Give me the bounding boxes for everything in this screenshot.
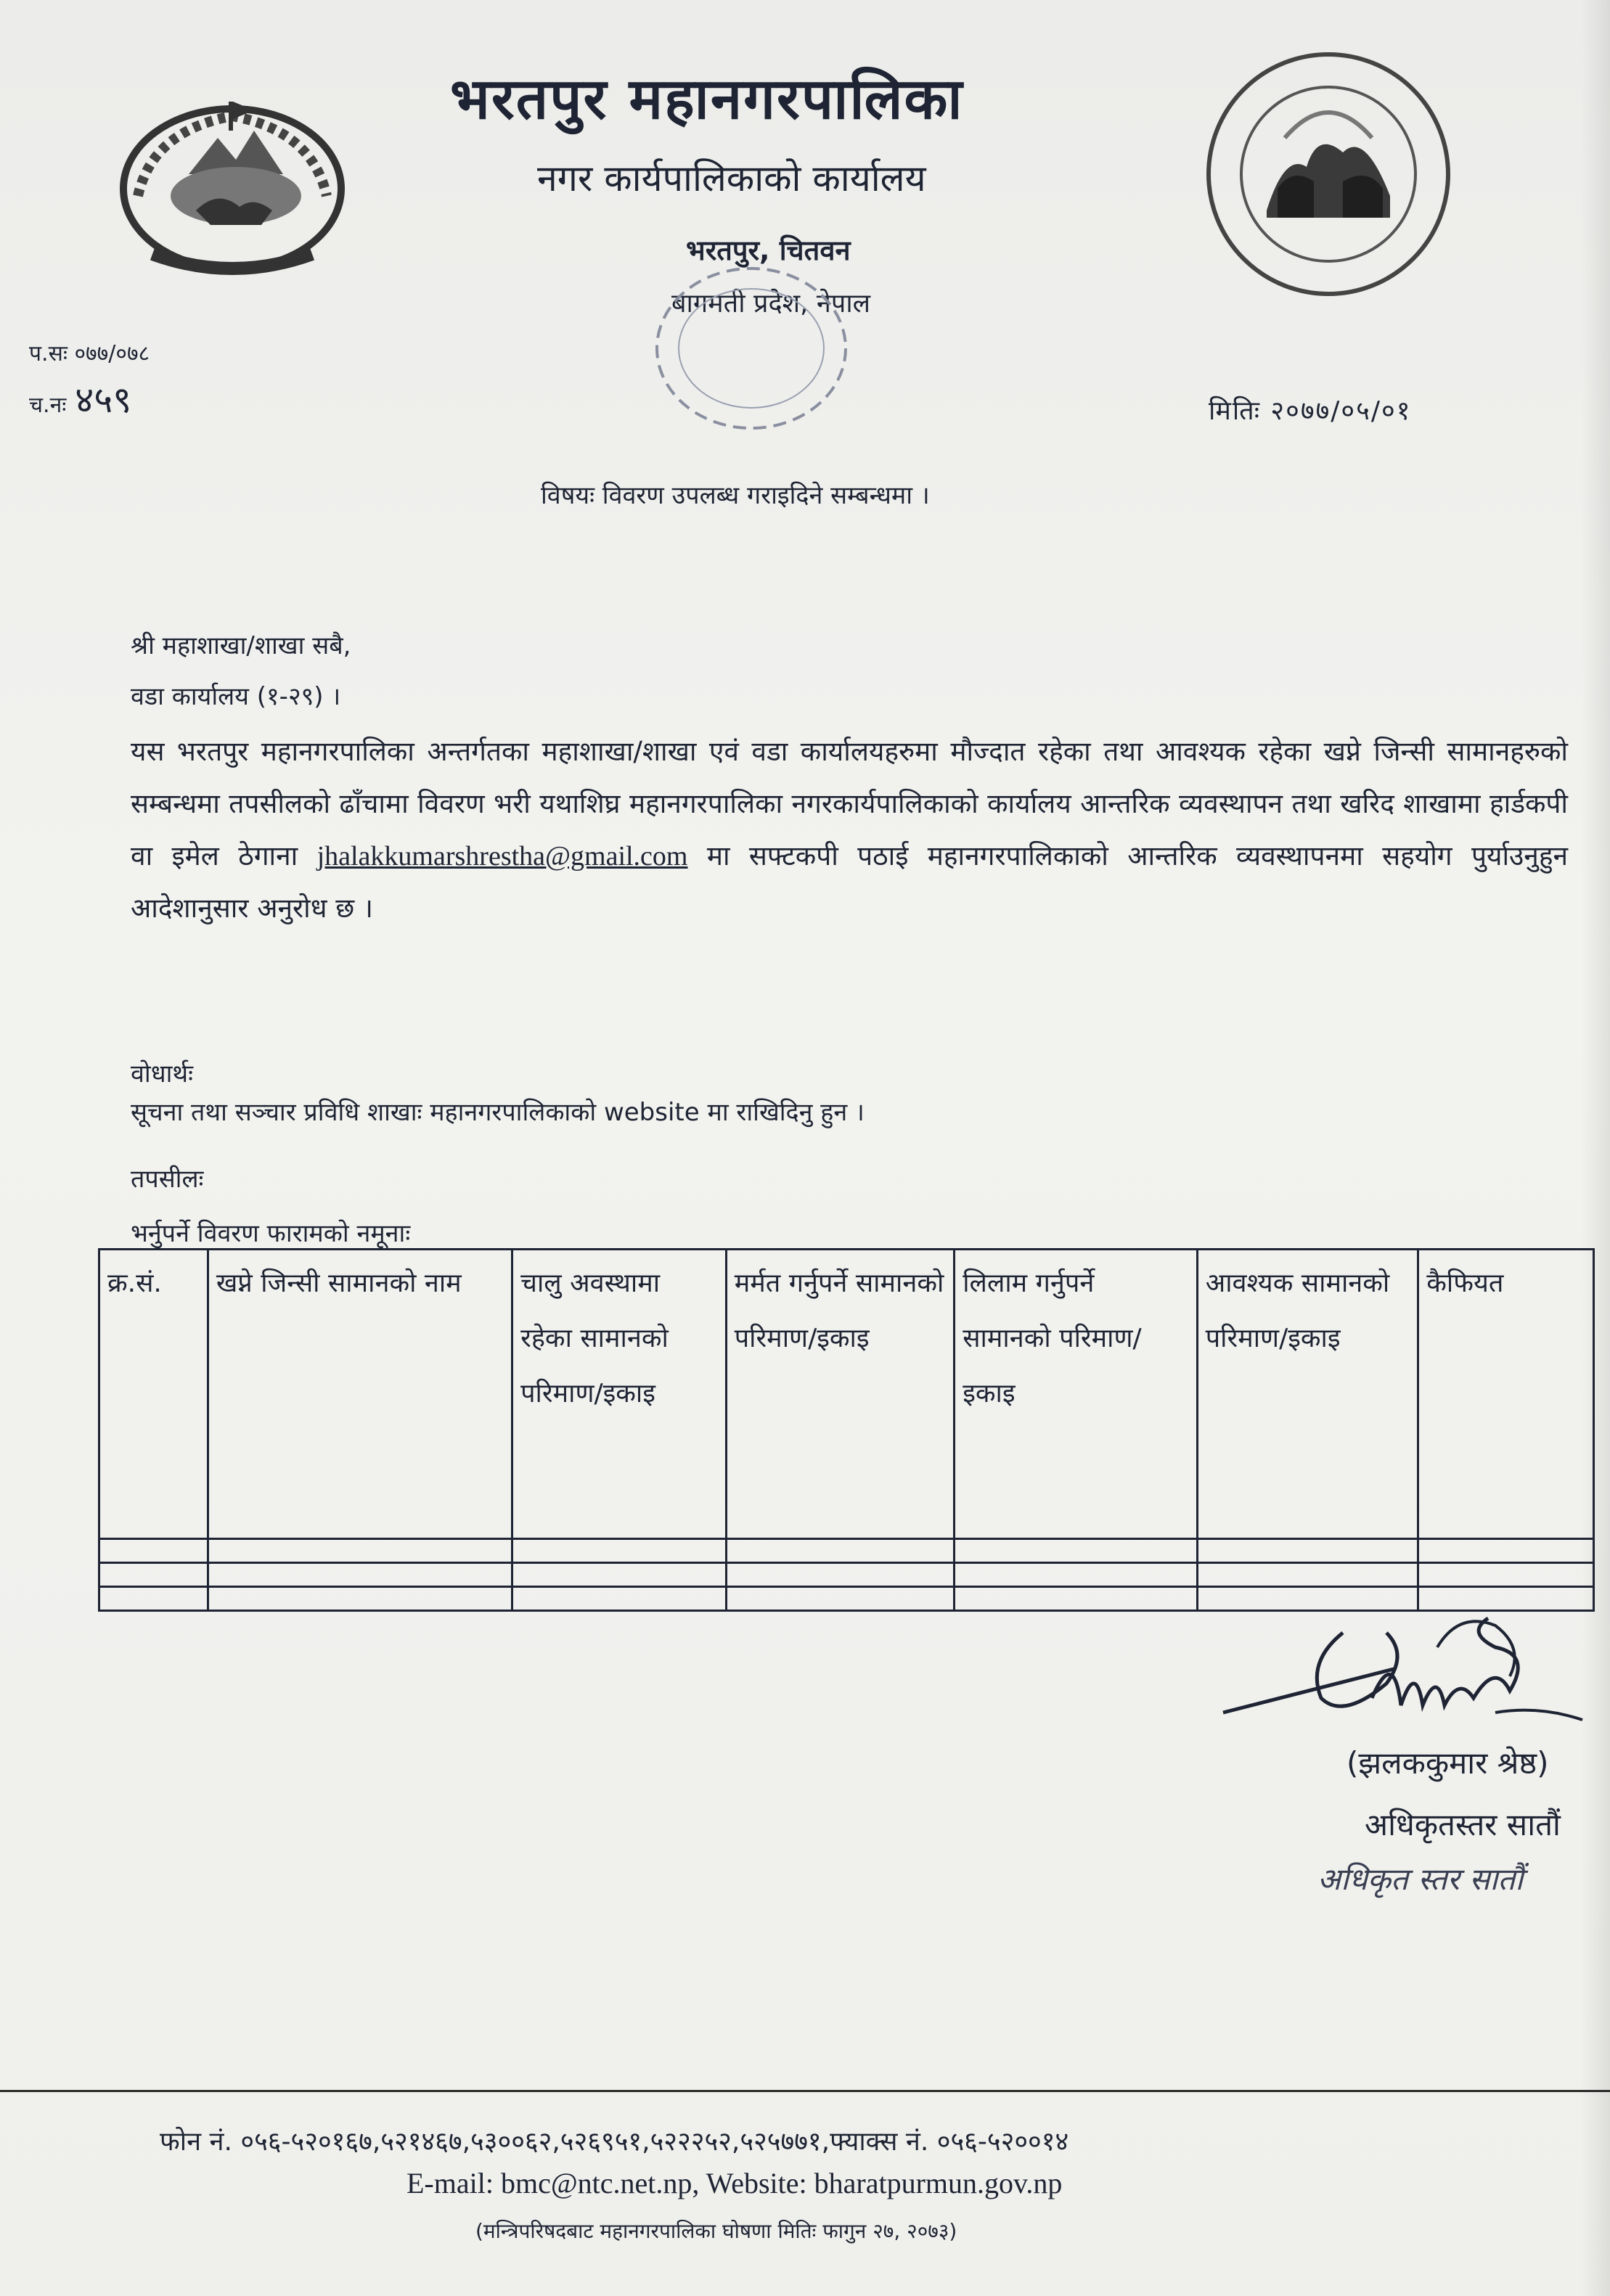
- chalani-label: च.नः: [29, 393, 67, 418]
- table-cell: [1418, 1539, 1594, 1563]
- header-remarks: कैफियत: [1418, 1250, 1594, 1539]
- body-text-after-email: मा सफ्टकपी पठाई महानगरपालिकाको आन्तरिक व्यवस्थापनमा सहयोग पुर्याउनुहुन आदेशानुसार अनुरोध छ ।: [131, 840, 1569, 924]
- nepal-emblem-icon: [109, 87, 363, 276]
- footer-email-website[interactable]: E-mail: bmc@ntc.net.np, Website: bharatpurmun.gov.np: [406, 2167, 1063, 2199]
- footer-divider: [0, 2090, 1610, 2092]
- header-serial: क्र.सं.: [99, 1250, 208, 1539]
- chalani-number: [29, 374, 131, 423]
- header-repair-qty: मर्मत गर्नुपर्ने सामानको परिमाण/इकाइ: [726, 1250, 955, 1539]
- table-cell: [726, 1539, 955, 1563]
- table-cell: [99, 1587, 208, 1611]
- table-cell: [955, 1539, 1197, 1563]
- table-cell: [512, 1539, 727, 1563]
- footer-declaration: (मन्त्रिपरिषदबाट महानगरपालिका घोषणा मितिः फागुन २७, २०७३): [475, 2219, 957, 2243]
- table-header-row: [99, 1250, 1594, 1539]
- header-auction-qty: लिलाम गर्नुपर्ने सामानको परिमाण/इकाइ: [955, 1250, 1197, 1539]
- table-cell: [512, 1587, 727, 1611]
- addressee-line-1: श्री महाशाखा/शाखा सबै,: [131, 631, 351, 660]
- office-city: भरतपुर, चितवन: [686, 234, 851, 266]
- municipality-title: भरतपुर महानगरपालिका: [450, 67, 964, 132]
- email-link[interactable]: jhalakkumarshrestha@gmail.com: [316, 841, 688, 872]
- handwritten-signature: [1219, 1604, 1597, 1763]
- tapsil-label: तपसीलः: [131, 1165, 204, 1194]
- metropolitan-seal-icon: [1198, 44, 1459, 305]
- signatory-name: (झलककुमार श्रेष्ठ): [1347, 1745, 1549, 1781]
- office-stamp: [632, 239, 871, 443]
- table-cell: [955, 1587, 1197, 1611]
- body-text-before-email: यस भरतपुर महानगरपालिका अन्तर्गतका महाशाखा/शाखा एवं वडा कार्यालयहरुमा मौज्दात रहेका तथा आवश्यक रहेका खप्ने जिन्सी सामानहरुको सम्बन्धमा तपसीलको ढाँचामा विवरण भरी यथाशिघ्र महानगरपालिका नगरकार्यपालिकाको कार्यालय आन्तरिक व्यवस्थापन तथा खरिद शाखामा हार्डकपी वा इमेल ठेगाना: [131, 736, 1568, 872]
- subject-line: विषयः विवरण उपलब्ध गराइदिने सम्बन्धमा ।: [541, 481, 930, 510]
- header-required-qty: आवश्यक सामानको परिमाण/इकाइ: [1197, 1250, 1418, 1539]
- table-cell: [1197, 1563, 1418, 1587]
- letter-date: मितिः २०७७/०५/०१: [1209, 396, 1412, 426]
- table-cell: [99, 1539, 208, 1563]
- table-row: [99, 1539, 1594, 1563]
- table-cell: [99, 1563, 208, 1587]
- table-cell: [1418, 1563, 1594, 1587]
- table-cell: [208, 1563, 512, 1587]
- table-row: [99, 1563, 1594, 1587]
- office-province: बागमती प्रदेश, नेपाल: [671, 289, 871, 319]
- bodhartha-label: वोधार्थः: [131, 1059, 194, 1088]
- table-cell: [726, 1563, 955, 1587]
- it-section-line: सूचना तथा सञ्चार प्रविधि शाखाः महानगरपालिकाको website मा राखिदिनु हुन ।: [131, 1098, 865, 1127]
- sample-form-table: [98, 1248, 1595, 1612]
- page-edge-shadow: [1581, 0, 1610, 2296]
- body-paragraph: [131, 726, 1568, 935]
- form-title: भर्नुपर्ने विवरण फारामको नमूनाः: [131, 1219, 411, 1248]
- table-cell: [512, 1563, 727, 1587]
- addressee-line-2: वडा कार्यालय (१-२९) ।: [131, 682, 341, 711]
- table-cell: [208, 1587, 512, 1611]
- header-working-qty: चालु अवस्थामा रहेका सामानको परिमाण/इकाइ: [512, 1250, 727, 1539]
- signatory-designation: अधिकृतस्तर सातौं: [1365, 1807, 1561, 1842]
- header-item-name: खप्ने जिन्सी सामानको नाम: [208, 1250, 512, 1539]
- chalani-value: ४५९: [75, 379, 132, 421]
- table-cell: [726, 1587, 955, 1611]
- table-cell: [208, 1539, 512, 1563]
- office-name: नगर कार्यपालिकाको कार्यालय: [537, 157, 926, 200]
- table-cell: [1197, 1539, 1418, 1563]
- footer-phone: फोन नं. ०५६-५२०१६७,५२१४६७,५३००६२,५२६९५१,५२२२५२,५२५७७१,फ्याक्स नं. ०५६-५२००१४: [160, 2127, 1069, 2157]
- designation-stamp: अधिकृत स्तर सातौं: [1317, 1861, 1524, 1897]
- patra-sankhya: प.सः ०७७/०७८: [29, 341, 150, 366]
- table-cell: [955, 1563, 1197, 1587]
